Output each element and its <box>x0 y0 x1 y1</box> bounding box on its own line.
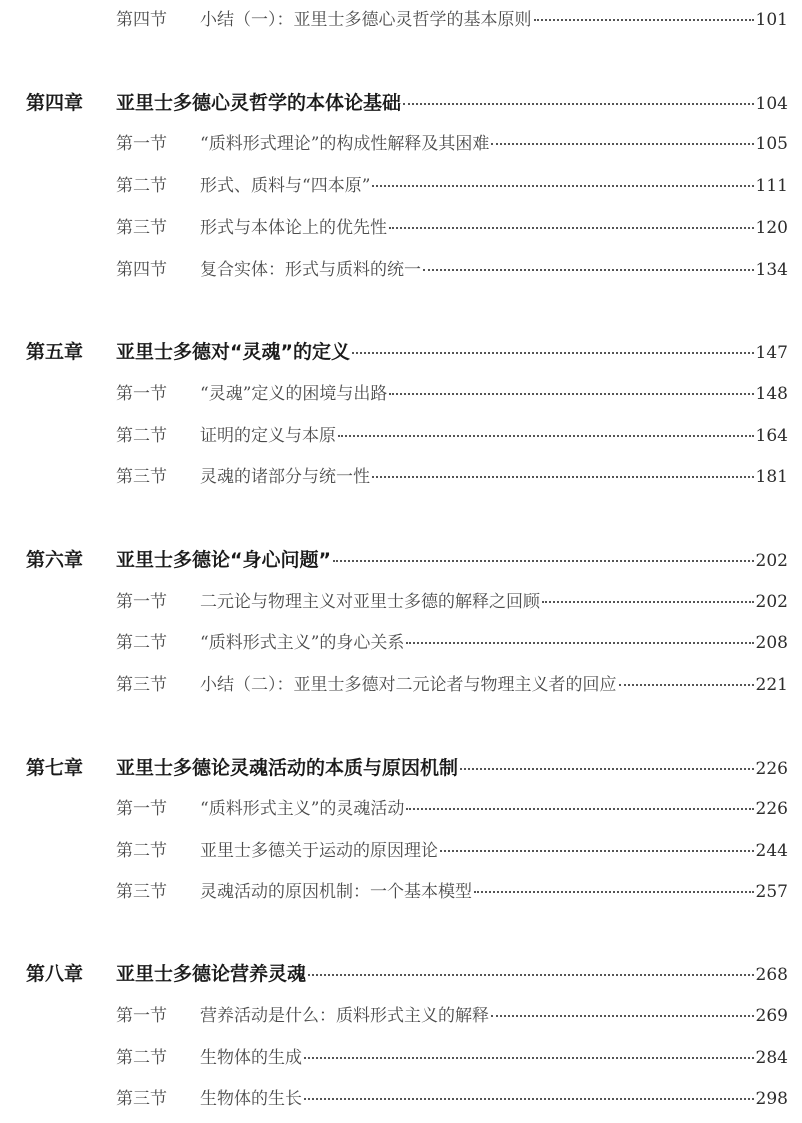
section-number: 第三节 <box>116 1089 167 1109</box>
toc-section-entry[interactable] <box>116 421 788 451</box>
dot-leader <box>619 684 754 686</box>
section-number: 第一节 <box>116 799 167 819</box>
section-number: 第三节 <box>116 882 167 902</box>
section-number: 第一节 <box>116 592 167 612</box>
toc-section-entry[interactable] <box>116 877 788 907</box>
section-number: 第二节 <box>116 841 167 861</box>
section-title: 小结（二）：亚里士多德对二元论者与物理主义者的回应 <box>200 675 617 695</box>
section-number: 第四节 <box>116 260 167 280</box>
toc-section-entry[interactable] <box>116 462 788 492</box>
section-title: 生物体的生长 <box>200 1089 302 1109</box>
page-number: 268 <box>755 965 788 985</box>
toc-chapter-entry[interactable] <box>26 545 788 575</box>
page-number: 105 <box>755 134 788 154</box>
section-number: 第三节 <box>116 467 167 487</box>
chapter-title: 亚里士多德论“身心问题” <box>116 549 331 571</box>
dot-leader <box>308 974 754 976</box>
section-number: 第二节 <box>116 633 167 653</box>
dot-leader <box>534 19 754 21</box>
chapter-title: 亚里士多德论灵魂活动的本质与原因机制 <box>116 757 459 779</box>
section-number: 第一节 <box>116 384 167 404</box>
section-title: 营养活动是什么：质料形式主义的解释 <box>200 1006 489 1026</box>
chapter-number: 第八章 <box>26 963 84 985</box>
dot-leader <box>352 352 754 354</box>
toc-section-entry[interactable] <box>116 5 788 35</box>
dot-leader <box>542 601 754 603</box>
page-number: 134 <box>755 260 788 280</box>
page-number: 111 <box>755 176 788 196</box>
section-title: “质料形式主义”的灵魂活动 <box>200 799 405 819</box>
dot-leader <box>474 891 754 893</box>
dot-leader <box>491 143 753 145</box>
chapter-title: 亚里士多德对“灵魂”的定义 <box>116 341 350 363</box>
section-title: 生物体的生成 <box>200 1048 302 1068</box>
toc-chapter-entry[interactable] <box>26 337 788 367</box>
dot-leader <box>440 850 754 852</box>
dot-leader <box>406 642 753 644</box>
page-number: 298 <box>755 1089 788 1109</box>
page-number: 148 <box>755 384 788 404</box>
page-number: 226 <box>755 799 788 819</box>
section-number: 第二节 <box>116 1048 167 1068</box>
toc-section-entry[interactable] <box>116 171 788 201</box>
section-title: 小结（一）：亚里士多德心灵哲学的基本原则 <box>200 10 532 30</box>
toc-section-entry[interactable] <box>116 670 788 700</box>
dot-leader <box>338 435 754 437</box>
dot-leader <box>406 808 753 810</box>
dot-leader <box>333 560 754 562</box>
chapter-number: 第四章 <box>26 92 84 114</box>
dot-leader <box>423 269 754 271</box>
page-number: 244 <box>755 841 788 861</box>
toc-section-entry[interactable] <box>116 1084 788 1114</box>
section-title: 形式与本体论上的优先性 <box>200 218 387 238</box>
section-number: 第一节 <box>116 1006 167 1026</box>
section-title: 亚里士多德关于运动的原因理论 <box>200 841 438 861</box>
section-title: 证明的定义与本原 <box>200 426 336 446</box>
section-title: “灵魂”定义的困境与出路 <box>200 384 388 404</box>
toc-section-entry[interactable] <box>116 129 788 159</box>
section-number: 第四节 <box>116 10 167 30</box>
toc-section-entry[interactable] <box>116 379 788 409</box>
page-number: 164 <box>755 426 788 446</box>
page-number: 284 <box>755 1048 788 1068</box>
dot-leader <box>372 476 754 478</box>
section-number: 第二节 <box>116 426 167 446</box>
toc-section-entry[interactable] <box>116 1001 788 1031</box>
chapter-number: 第七章 <box>26 757 84 779</box>
toc-section-entry[interactable] <box>116 587 788 617</box>
toc-chapter-entry[interactable] <box>26 959 788 989</box>
page-number: 269 <box>755 1006 788 1026</box>
toc-section-entry[interactable] <box>116 836 788 866</box>
section-number: 第二节 <box>116 176 167 196</box>
toc-section-entry[interactable] <box>116 794 788 824</box>
section-title: 形式、质料与“四本原” <box>200 176 371 196</box>
toc-section-entry[interactable] <box>116 213 788 243</box>
chapter-title: 亚里士多德心灵哲学的本体论基础 <box>116 92 402 114</box>
section-title: 复合实体：形式与质料的统一 <box>200 260 421 280</box>
page-number: 257 <box>755 882 788 902</box>
page-number: 120 <box>755 218 788 238</box>
toc-chapter-entry[interactable] <box>26 88 788 118</box>
dot-leader <box>403 103 754 105</box>
section-title: “质料形式主义”的身心关系 <box>200 633 405 653</box>
page-number: 221 <box>755 675 788 695</box>
page-number: 202 <box>755 592 788 612</box>
dot-leader <box>389 227 754 229</box>
chapter-number: 第六章 <box>26 549 84 571</box>
page-number: 181 <box>755 467 788 487</box>
dot-leader <box>304 1057 754 1059</box>
chapter-number: 第五章 <box>26 341 84 363</box>
page-number: 104 <box>755 94 788 114</box>
toc-section-entry[interactable] <box>116 255 788 285</box>
dot-leader <box>372 185 753 187</box>
toc-section-entry[interactable] <box>116 628 788 658</box>
toc-section-entry[interactable] <box>116 1043 788 1073</box>
page-number: 202 <box>755 551 788 571</box>
chapter-title: 亚里士多德论营养灵魂 <box>116 963 307 985</box>
section-number: 第一节 <box>116 134 167 154</box>
dot-leader <box>491 1015 754 1017</box>
dot-leader <box>304 1098 754 1100</box>
section-title: 二元论与物理主义对亚里士多德的解释之回顾 <box>200 592 540 612</box>
section-title: “质料形式理论”的构成性解释及其困难 <box>200 134 490 154</box>
page-number: 208 <box>755 633 788 653</box>
dot-leader <box>389 393 753 395</box>
section-title: 灵魂的诸部分与统一性 <box>200 467 370 487</box>
section-title: 灵魂活动的原因机制：一个基本模型 <box>200 882 472 902</box>
dot-leader <box>460 768 754 770</box>
page-number: 101 <box>755 10 788 30</box>
toc-chapter-entry[interactable] <box>26 753 788 783</box>
section-number: 第三节 <box>116 675 167 695</box>
page-number: 226 <box>755 759 788 779</box>
section-number: 第三节 <box>116 218 167 238</box>
page-number: 147 <box>755 343 788 363</box>
